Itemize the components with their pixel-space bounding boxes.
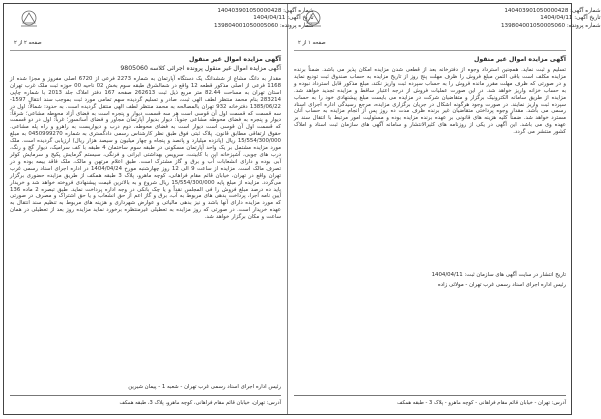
notice-body: تسلیم و ثبت نماید. همچنین استرداد وجوه از دفترخانه بعد از قطعی شدن مزایده امکان پذیر می باشد. ضمناً برنده مزایده مکلف است باقی الثمن مبلغ فروش را ظرف مهلت پنج روز از تاریخ مزایده به حساب صندوق ثبت تودیع نماید و در صورتی که ظرف مهلت مقرر مانده فروش را به حساب سپرده ثبت واریز نکند، مبلغ مذکور قابل استرداد نبوده و به حساب خزانه واریز خواهد شد. در این صورت عملیات فروش از درجه اعتبار ساقط و مزایده تجدید خواهد شد. مزایده از طریق سامانه الکترونیک برگزار و متقاضیان شرکت در مزایده می بایست مبلغ پیشنهادی خود را به حساب سپرده ثبت واریز نمایند. در صورت وجود هرگونه اشکال در جریان برگزاری مزایده، مرجع رسیدگی اداره اجرای اسناد رسمی می باشد. مقدار وجوه پرداختی متقاضیان غیر برنده ظرف مدت ده روز پس از انجام مزایده به حساب آنان مسترد خواهد شد. ضمناً کلیه هزینه های قانونی بر عهده برنده مزایده بوده و مسئولیت امور مرتبط با انتقال سند بر عهده وی می باشد. این آگهی در یکی از روزنامه های کثیرالانتشار و سامانه آگهی های سازمان ثبت اسناد و املاک کشور منتشر می گردد. bbox=[294, 67, 566, 136]
footer-address: آدرس: تهران - خیابان قائم مقام فراهانی - کوچه ماهرو - پلاک 3 - طبقه همکف bbox=[397, 400, 566, 406]
notice-body: مقدار به دانگ مشاع از ششدانگ یک دستگاه آپارتمان به شماره 2273 فرعی از 6720 اصلی مفروز و مجزا شده از 1168 فرعی از اصلی مذکور قطعه 12 واقع در شمالشرق طبقه سوم بخش 02 ناحیه 00 حوزه ثبت ملک غرب تهران استان تهران به مساحت 82.44 متر مربع ذیل ثبت 262613 صفحه 167 دفتر املاک جلد 2013 با شماره چاپی 283214 بنام محمد منتظر لطف الهی ثبت، صادر و تسلیم گردیده سهم تمامی مورد ثبت بموجب سند انتقال 1597-1385/06/22 دفترخانه 932 تهران بالمصالحه به محمد منتظر لطف الهی منتقل گردیده است. به حدود: شمالاً: اول در سه قسمت که قسمت اول آن قوسی است هر سه قسمت دیوار و پنجره است به فضای آزاد محوطه مشاعی؛ شرقاً: دیوار و پنجره به فضای محوطه مشاعی جنوباً: دیوار بدیوار آپارتمان مجاور و فضای آسانسور؛ غرباً: اول در دو قسمت که قسمت اول آن قوسی است دیوار است به فضای محوطه، دوم درب و دیواریست به راهرو و راه پله مشاعی. حقوق ارتفاقی مطابق قانون. پلاک ثبتی فوق طبق نظر کارشناس رسمی دادگستری به شماره 0450999270 به مبلغ 15/554/300/000 ریال (پانزده میلیارد و پانصد و پنجاه و چهار میلیون و سیصد هزار ریال) ارزیابی گردیده است. ملک مورد مزایده مشتمل بر یک واحد آپارتمان مسکونی در طبقه سوم ساختمان 4 طبقه با کف سرامیک، دیوار گچ و رنگ، درب های چوبی، آشپزخانه اپن با کابینت، سرویس بهداشتی ایرانی و فرنگی، سیستم گرمایش پکیج و سرمایش کولر آبی بوده و دارای انشعابات آب و برق و گاز مشترک است. طبق اعلام مرتهن و مالک، ملک فاقد بیمه بوده و در تصرف مالک است. مزایده از ساعت 9 الی 12 روز چهارشنبه مورخ 1404/04/24 در اداره اجرای اسناد رسمی غرب تهران واقع در تهران، خیابان قائم مقام فراهانی، کوچه ماهرو، پلاک 3 طبقه همکف از طریق مزایده حضوری برگزار می‌گردد. مزایده از مبلغ پایه 15/554/300/000 ریال شروع و به بالاترین قیمت پیشنهادی فروخته خواهد شد و خریدار باید ده درصد مبلغ فروش را فی المجلس نقداً و یا چک بانکی در وجه اداره پرداخت نماید. طبق تبصره 2 ماده 136 آیین نامه اجرا، پرداخت بدهی های مربوط به آب، برق و گاز اعم از حق انشعاب و یا حق اشتراک و مصرف در صورتی که مورد مزایده دارای آنها باشد و نیز بدهی مالیاتی و عوارض شهرداری و هزینه های مربوط به تنظیم سند انتقال به عهده خریدار است. در صورتی که روز مزایده به تعطیلی غیرمنتظره برخورد نماید مزایده روز بعد از تعطیلی در همان ساعت و مکان برگزار خواهد شد. bbox=[10, 76, 281, 221]
page-one bbox=[288, 4, 601, 414]
signature: رئیس اداره اجرای اسناد رسمی غرب تهران - مولائی زاده bbox=[437, 282, 566, 288]
header-divider bbox=[10, 50, 281, 51]
document-frame bbox=[3, 3, 601, 415]
page-number: صفحه ۲ از ۲ bbox=[14, 40, 42, 46]
registry-emblem-icon bbox=[302, 9, 324, 29]
notice-meta: شماره آگهی: 140403901050000428 تاریخ آگهی: 1404/04/11 شماره پرونده: 139804001050005060 bbox=[501, 8, 601, 29]
notice-title: آگهی مزایده اموال غیر منقول bbox=[473, 56, 566, 63]
page-number: صفحه ۱ از ۲ bbox=[298, 40, 326, 46]
header-divider bbox=[294, 50, 566, 51]
notice-title: آگهی مزایده اموال غیر منقول bbox=[188, 56, 281, 63]
signature: رئیس اداره اجرای اسناد رسمی غرب تهران - شعبه 1 - پیمان شیرین bbox=[128, 384, 281, 390]
publish-date-line: تاریخ انتشار در سایت آگهی های سازمان ثبت: 1404/04/11 bbox=[431, 272, 566, 278]
footer-divider bbox=[10, 395, 281, 396]
notice-meta: شماره آگهی: 140403901050000428 تاریخ آگهی: 1404/04/11 شماره پرونده: 139804001050005060 bbox=[214, 8, 314, 29]
footer-address: آدرس: تهران، خیابان قائم مقام فراهانی، کوچه ماهرو، پلاک 3، طبقه همکف bbox=[119, 400, 281, 406]
footer-divider bbox=[294, 395, 566, 396]
registry-emblem-icon bbox=[18, 9, 40, 29]
notice-subtitle: آگهی مزایده اموال غیر منقول پرونده اجرائی کلاسه 9805060 bbox=[120, 65, 281, 72]
